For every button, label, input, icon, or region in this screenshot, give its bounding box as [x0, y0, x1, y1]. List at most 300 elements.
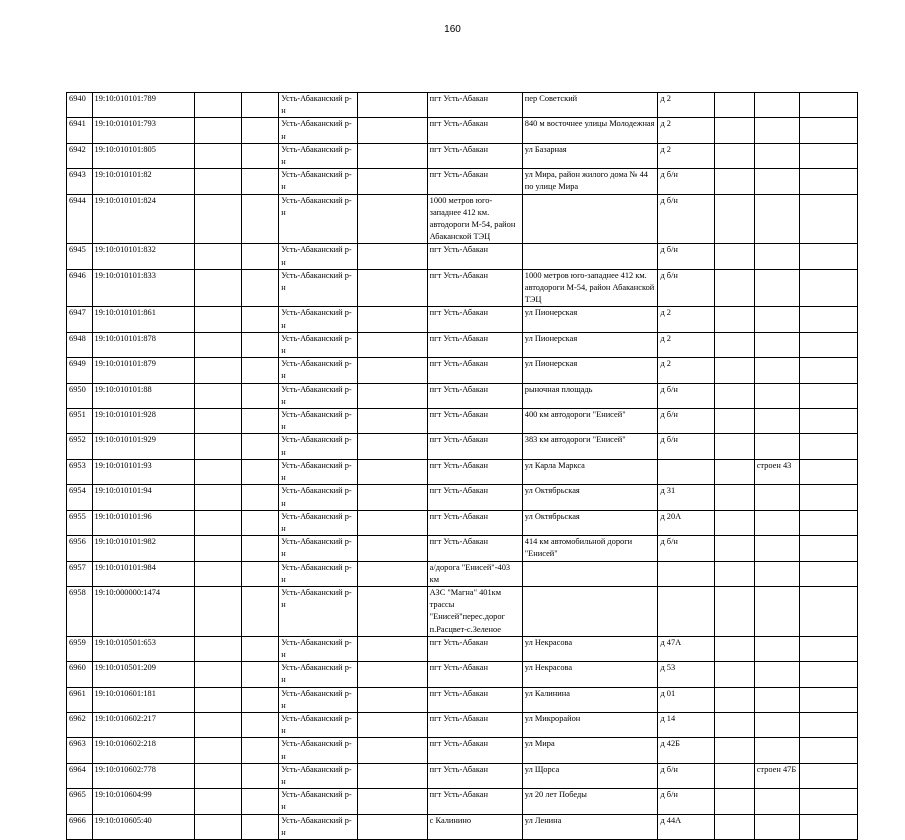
street-cell: ул Карла Маркса	[522, 459, 658, 484]
empty-cell-c	[358, 814, 428, 839]
cadastral-number-cell: 19:10:010101:82	[92, 169, 194, 194]
district-cell: Усть-Абаканский р-н	[279, 636, 358, 661]
district-cell: Усть-Абаканский р-н	[279, 789, 358, 814]
street-cell: ул 20 лет Победы	[522, 789, 658, 814]
district-cell: Усть-Абаканский р-н	[279, 459, 358, 484]
empty-cell-c	[358, 738, 428, 763]
empty-cell-b	[242, 269, 279, 307]
cadastral-number-cell: 19:10:010602:217	[92, 712, 194, 737]
empty-cell-d	[715, 789, 754, 814]
building-cell	[754, 269, 799, 307]
row-number-cell: 6962	[67, 712, 93, 737]
table-row	[67, 763, 858, 788]
empty-cell-e	[799, 118, 857, 143]
empty-cell-a	[194, 485, 242, 510]
empty-cell-d	[715, 93, 754, 118]
empty-cell-c	[358, 763, 428, 788]
empty-cell-a	[194, 636, 242, 661]
house-cell: д б/н	[658, 383, 715, 408]
empty-cell-e	[799, 269, 857, 307]
empty-cell-b	[242, 687, 279, 712]
building-cell: строен 43	[754, 459, 799, 484]
empty-cell-b	[242, 738, 279, 763]
building-cell: строен 47Б	[754, 763, 799, 788]
row-number-cell: 6946	[67, 269, 93, 307]
empty-cell-e	[799, 143, 857, 168]
empty-cell-d	[715, 358, 754, 383]
empty-cell-d	[715, 510, 754, 535]
table-row	[67, 307, 858, 332]
house-cell: д 2	[658, 332, 715, 357]
row-number-cell: 6942	[67, 143, 93, 168]
street-cell: ул Пионерская	[522, 307, 658, 332]
locality-cell: пгт Усть-Абакан	[427, 307, 522, 332]
house-cell: д б/н	[658, 169, 715, 194]
empty-cell-c	[358, 712, 428, 737]
table-row	[67, 434, 858, 459]
district-cell: Усть-Абаканский р-н	[279, 118, 358, 143]
empty-cell-a	[194, 358, 242, 383]
empty-cell-a	[194, 712, 242, 737]
empty-cell-b	[242, 662, 279, 687]
street-cell	[522, 561, 658, 586]
locality-cell: пгт Усть-Абакан	[427, 244, 522, 269]
empty-cell-e	[799, 485, 857, 510]
row-number-cell: 6949	[67, 358, 93, 383]
locality-cell: пгт Усть-Абакан	[427, 169, 522, 194]
empty-cell-e	[799, 307, 857, 332]
empty-cell-d	[715, 332, 754, 357]
street-cell: ул Пионерская	[522, 332, 658, 357]
table-row	[67, 93, 858, 118]
table-row	[67, 118, 858, 143]
house-cell: д б/н	[658, 194, 715, 244]
table-row	[67, 194, 858, 244]
row-number-cell: 6964	[67, 763, 93, 788]
locality-cell: пгт Усть-Абакан	[427, 763, 522, 788]
street-cell: ул Микрорайон	[522, 712, 658, 737]
empty-cell-c	[358, 307, 428, 332]
cadastral-number-cell: 19:10:010101:793	[92, 118, 194, 143]
empty-cell-d	[715, 194, 754, 244]
table-row	[67, 358, 858, 383]
district-cell: Усть-Абаканский р-н	[279, 409, 358, 434]
building-cell	[754, 434, 799, 459]
empty-cell-c	[358, 687, 428, 712]
table-row	[67, 687, 858, 712]
house-cell: д 20А	[658, 510, 715, 535]
cadastral-number-cell: 19:10:010101:93	[92, 459, 194, 484]
empty-cell-b	[242, 459, 279, 484]
empty-cell-e	[799, 409, 857, 434]
empty-cell-d	[715, 485, 754, 510]
row-number-cell: 6950	[67, 383, 93, 408]
empty-cell-d	[715, 738, 754, 763]
empty-cell-a	[194, 561, 242, 586]
building-cell	[754, 510, 799, 535]
building-cell	[754, 194, 799, 244]
house-cell: д 42Б	[658, 738, 715, 763]
table-row	[67, 636, 858, 661]
empty-cell-b	[242, 586, 279, 636]
building-cell	[754, 143, 799, 168]
locality-cell: пгт Усть-Абакан	[427, 712, 522, 737]
street-cell: ул Калинина	[522, 687, 658, 712]
district-cell: Усть-Абаканский р-н	[279, 763, 358, 788]
empty-cell-a	[194, 510, 242, 535]
empty-cell-b	[242, 118, 279, 143]
empty-cell-e	[799, 561, 857, 586]
street-cell	[522, 586, 658, 636]
row-number-cell: 6952	[67, 434, 93, 459]
empty-cell-c	[358, 536, 428, 561]
empty-cell-a	[194, 409, 242, 434]
empty-cell-b	[242, 814, 279, 839]
empty-cell-e	[799, 763, 857, 788]
district-cell: Усть-Абаканский р-н	[279, 332, 358, 357]
district-cell: Усть-Абаканский р-н	[279, 143, 358, 168]
locality-cell: пгт Усть-Абакан	[427, 93, 522, 118]
district-cell: Усть-Абаканский р-н	[279, 307, 358, 332]
empty-cell-e	[799, 738, 857, 763]
empty-cell-e	[799, 244, 857, 269]
building-cell	[754, 169, 799, 194]
row-number-cell: 6965	[67, 789, 93, 814]
house-cell: д 2	[658, 93, 715, 118]
building-cell	[754, 789, 799, 814]
building-cell	[754, 93, 799, 118]
table-row	[67, 510, 858, 535]
district-cell: Усть-Абаканский р-н	[279, 712, 358, 737]
empty-cell-b	[242, 789, 279, 814]
empty-cell-a	[194, 459, 242, 484]
district-cell: Усть-Абаканский р-н	[279, 194, 358, 244]
empty-cell-d	[715, 269, 754, 307]
empty-cell-b	[242, 561, 279, 586]
empty-cell-c	[358, 383, 428, 408]
empty-cell-c	[358, 143, 428, 168]
row-number-cell: 6966	[67, 814, 93, 839]
empty-cell-c	[358, 169, 428, 194]
empty-cell-d	[715, 143, 754, 168]
table-row	[67, 143, 858, 168]
building-cell	[754, 536, 799, 561]
table-row	[67, 662, 858, 687]
empty-cell-b	[242, 358, 279, 383]
street-cell: ул Мира, район жилого дома № 44 по улице Мира	[522, 169, 658, 194]
empty-cell-a	[194, 586, 242, 636]
street-cell	[522, 244, 658, 269]
empty-cell-b	[242, 332, 279, 357]
empty-cell-b	[242, 536, 279, 561]
row-number-cell: 6940	[67, 93, 93, 118]
street-cell: пер Советский	[522, 93, 658, 118]
cadastral-number-cell: 19:10:010601:181	[92, 687, 194, 712]
empty-cell-d	[715, 244, 754, 269]
cadastral-number-cell: 19:10:010101:982	[92, 536, 194, 561]
locality-cell: пгт Усть-Абакан	[427, 409, 522, 434]
empty-cell-c	[358, 662, 428, 687]
table-row	[67, 332, 858, 357]
empty-cell-a	[194, 307, 242, 332]
locality-cell: пгт Усть-Абакан	[427, 434, 522, 459]
row-number-cell: 6963	[67, 738, 93, 763]
street-cell: 414 км автомобильной дороги "Енисей"	[522, 536, 658, 561]
empty-cell-c	[358, 561, 428, 586]
empty-cell-d	[715, 409, 754, 434]
street-cell: рыночная площадь	[522, 383, 658, 408]
empty-cell-b	[242, 485, 279, 510]
house-cell: д б/н	[658, 409, 715, 434]
row-number-cell: 6947	[67, 307, 93, 332]
empty-cell-c	[358, 789, 428, 814]
empty-cell-e	[799, 332, 857, 357]
empty-cell-a	[194, 662, 242, 687]
cadastral-number-cell: 19:10:010101:929	[92, 434, 194, 459]
table-row	[67, 409, 858, 434]
house-cell: д 2	[658, 307, 715, 332]
district-cell: Усть-Абаканский р-н	[279, 244, 358, 269]
empty-cell-a	[194, 143, 242, 168]
empty-cell-a	[194, 118, 242, 143]
empty-cell-b	[242, 194, 279, 244]
empty-cell-c	[358, 269, 428, 307]
empty-cell-b	[242, 383, 279, 408]
empty-cell-d	[715, 763, 754, 788]
empty-cell-a	[194, 194, 242, 244]
empty-cell-d	[715, 814, 754, 839]
empty-cell-b	[242, 510, 279, 535]
empty-cell-d	[715, 561, 754, 586]
street-cell: ул Пионерская	[522, 358, 658, 383]
district-cell: Усть-Абаканский р-н	[279, 358, 358, 383]
cadastral-number-cell: 19:10:010101:861	[92, 307, 194, 332]
empty-cell-d	[715, 118, 754, 143]
district-cell: Усть-Абаканский р-н	[279, 687, 358, 712]
empty-cell-b	[242, 169, 279, 194]
empty-cell-c	[358, 244, 428, 269]
empty-cell-d	[715, 662, 754, 687]
empty-cell-b	[242, 409, 279, 434]
empty-cell-a	[194, 244, 242, 269]
empty-cell-c	[358, 93, 428, 118]
empty-cell-b	[242, 93, 279, 118]
table-row	[67, 169, 858, 194]
table-row	[67, 536, 858, 561]
district-cell: Усть-Абаканский р-н	[279, 434, 358, 459]
house-cell: д б/н	[658, 434, 715, 459]
cadastral-number-cell: 19:10:010101:984	[92, 561, 194, 586]
house-cell: д 01	[658, 687, 715, 712]
table-row	[67, 244, 858, 269]
table-row	[67, 712, 858, 737]
empty-cell-c	[358, 434, 428, 459]
building-cell	[754, 636, 799, 661]
row-number-cell: 6953	[67, 459, 93, 484]
empty-cell-b	[242, 244, 279, 269]
empty-cell-d	[715, 383, 754, 408]
building-cell	[754, 485, 799, 510]
locality-cell: пгт Усть-Абакан	[427, 636, 522, 661]
district-cell: Усть-Абаканский р-н	[279, 383, 358, 408]
district-cell: Усть-Абаканский р-н	[279, 169, 358, 194]
building-cell	[754, 358, 799, 383]
street-cell: ул Щорса	[522, 763, 658, 788]
cadastral-number-cell: 19:10:010101:88	[92, 383, 194, 408]
building-cell	[754, 244, 799, 269]
locality-cell: пгт Усть-Абакан	[427, 485, 522, 510]
locality-cell: пгт Усть-Абакан	[427, 332, 522, 357]
empty-cell-e	[799, 383, 857, 408]
empty-cell-e	[799, 194, 857, 244]
district-cell: Усть-Абаканский р-н	[279, 269, 358, 307]
building-cell	[754, 561, 799, 586]
building-cell	[754, 662, 799, 687]
street-cell: ул Ленина	[522, 814, 658, 839]
empty-cell-e	[799, 93, 857, 118]
house-cell: д б/н	[658, 244, 715, 269]
table-row	[67, 485, 858, 510]
locality-cell: пгт Усть-Абакан	[427, 789, 522, 814]
empty-cell-d	[715, 636, 754, 661]
locality-cell: пгт Усть-Абакан	[427, 143, 522, 168]
empty-cell-d	[715, 307, 754, 332]
row-number-cell: 6943	[67, 169, 93, 194]
house-cell: д 53	[658, 662, 715, 687]
building-cell	[754, 332, 799, 357]
locality-cell: пгт Усть-Абакан	[427, 459, 522, 484]
district-cell: Усть-Абаканский р-н	[279, 738, 358, 763]
district-cell: Усть-Абаканский р-н	[279, 586, 358, 636]
table-row	[67, 561, 858, 586]
street-cell: ул Мира	[522, 738, 658, 763]
cadastral-number-cell: 19:10:000000:1474	[92, 586, 194, 636]
locality-cell: а/дорога "Енисей"-403 км	[427, 561, 522, 586]
empty-cell-b	[242, 307, 279, 332]
empty-cell-a	[194, 687, 242, 712]
row-number-cell: 6954	[67, 485, 93, 510]
row-number-cell: 6958	[67, 586, 93, 636]
empty-cell-a	[194, 814, 242, 839]
row-number-cell: 6956	[67, 536, 93, 561]
empty-cell-b	[242, 434, 279, 459]
row-number-cell: 6945	[67, 244, 93, 269]
building-cell	[754, 307, 799, 332]
table-row	[67, 738, 858, 763]
cadastral-number-cell: 19:10:010604:99	[92, 789, 194, 814]
empty-cell-d	[715, 434, 754, 459]
locality-cell: пгт Усть-Абакан	[427, 662, 522, 687]
row-number-cell: 6955	[67, 510, 93, 535]
empty-cell-e	[799, 586, 857, 636]
district-cell: Усть-Абаканский р-н	[279, 536, 358, 561]
empty-cell-e	[799, 459, 857, 484]
district-cell: Усть-Абаканский р-н	[279, 93, 358, 118]
empty-cell-e	[799, 814, 857, 839]
house-cell: д б/н	[658, 763, 715, 788]
table-row	[67, 383, 858, 408]
table-row	[67, 814, 858, 839]
cadastral-number-cell: 19:10:010101:824	[92, 194, 194, 244]
row-number-cell: 6944	[67, 194, 93, 244]
empty-cell-c	[358, 636, 428, 661]
register-table-body	[67, 93, 858, 840]
cadastral-number-cell: 19:10:010101:94	[92, 485, 194, 510]
empty-cell-e	[799, 536, 857, 561]
street-cell: ул Октябрьская	[522, 485, 658, 510]
empty-cell-d	[715, 712, 754, 737]
empty-cell-e	[799, 712, 857, 737]
building-cell	[754, 738, 799, 763]
empty-cell-c	[358, 194, 428, 244]
locality-cell: пгт Усть-Абакан	[427, 687, 522, 712]
house-cell: д 2	[658, 118, 715, 143]
locality-cell: пгт Усть-Абакан	[427, 383, 522, 408]
empty-cell-a	[194, 536, 242, 561]
district-cell: Усть-Абаканский р-н	[279, 561, 358, 586]
cadastral-number-cell: 19:10:010605:40	[92, 814, 194, 839]
empty-cell-e	[799, 169, 857, 194]
street-cell: ул Некрасова	[522, 636, 658, 661]
empty-cell-a	[194, 763, 242, 788]
empty-cell-c	[358, 332, 428, 357]
house-cell	[658, 459, 715, 484]
locality-cell: пгт Усть-Абакан	[427, 358, 522, 383]
cadastral-number-cell: 19:10:010101:833	[92, 269, 194, 307]
locality-cell: пгт Усть-Абакан	[427, 118, 522, 143]
locality-cell: пгт Усть-Абакан	[427, 536, 522, 561]
empty-cell-b	[242, 712, 279, 737]
empty-cell-c	[358, 118, 428, 143]
empty-cell-c	[358, 586, 428, 636]
table-row	[67, 789, 858, 814]
register-table	[66, 92, 858, 840]
cadastral-number-cell: 19:10:010101:879	[92, 358, 194, 383]
street-cell	[522, 194, 658, 244]
building-cell	[754, 586, 799, 636]
empty-cell-d	[715, 459, 754, 484]
district-cell: Усть-Абаканский р-н	[279, 485, 358, 510]
cadastral-number-cell: 19:10:010501:209	[92, 662, 194, 687]
empty-cell-a	[194, 169, 242, 194]
row-number-cell: 6948	[67, 332, 93, 357]
house-cell: д 2	[658, 143, 715, 168]
table-row	[67, 459, 858, 484]
empty-cell-d	[715, 586, 754, 636]
building-cell	[754, 712, 799, 737]
house-cell: д 31	[658, 485, 715, 510]
table-row	[67, 586, 858, 636]
street-cell: ул Октябрьская	[522, 510, 658, 535]
house-cell: д б/н	[658, 789, 715, 814]
empty-cell-c	[358, 409, 428, 434]
building-cell	[754, 409, 799, 434]
page-number: 160	[444, 24, 461, 35]
house-cell: д 2	[658, 358, 715, 383]
empty-cell-e	[799, 434, 857, 459]
street-cell: 840 м восточнее улицы Молодежная	[522, 118, 658, 143]
cadastral-number-cell: 19:10:010101:878	[92, 332, 194, 357]
empty-cell-d	[715, 169, 754, 194]
house-cell: д 44А	[658, 814, 715, 839]
house-cell: д 14	[658, 712, 715, 737]
district-cell: Усть-Абаканский р-н	[279, 814, 358, 839]
locality-cell: АЗС "Магна" 401км трассы "Енисей"перес.дорог п.Расцвет-с.Зеленое	[427, 586, 522, 636]
table-row	[67, 269, 858, 307]
cadastral-number-cell: 19:10:010101:832	[92, 244, 194, 269]
row-number-cell: 6960	[67, 662, 93, 687]
cadastral-number-cell: 19:10:010501:653	[92, 636, 194, 661]
